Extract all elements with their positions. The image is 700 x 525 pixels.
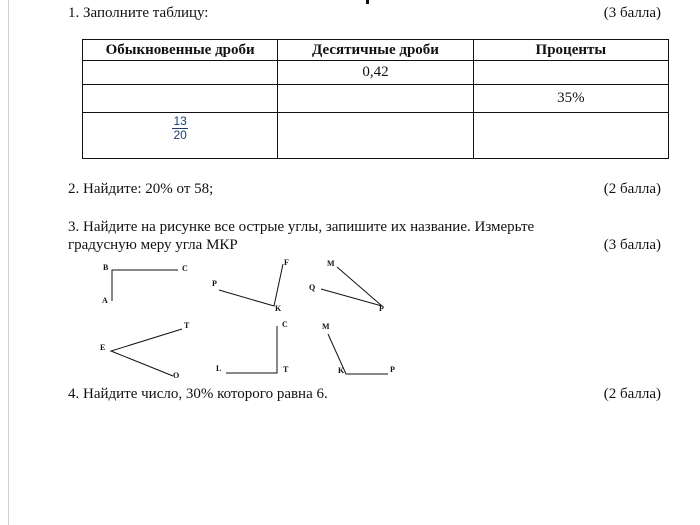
task3-text-line2: градусную меру угла МКР: [68, 237, 238, 253]
task4-points: (2 балла): [603, 386, 661, 402]
table-cell: [473, 113, 668, 159]
point-label-t: T: [184, 321, 190, 330]
point-label-c: C: [182, 264, 188, 273]
cropped-heading-fragment: [366, 0, 369, 4]
table-cell-fraction: [83, 113, 278, 159]
task4-text: 4. Найдите число, 30% которого равна 6.: [68, 386, 328, 402]
task1-points: (3 балла): [603, 5, 661, 21]
fraction-13-20: [172, 115, 187, 142]
fraction-denominator: 20: [173, 128, 187, 142]
point-label-b: B: [103, 263, 109, 272]
table-header-common-fractions: Обыкновенные дроби: [83, 40, 278, 61]
angle-teo-lines: [111, 329, 182, 376]
fraction-table: [82, 39, 669, 159]
point-label-o: O: [173, 371, 180, 380]
point-label-p2: P: [379, 304, 384, 313]
table-cell: 35%: [473, 85, 668, 113]
table-row: [83, 113, 669, 159]
task2-points: (2 балла): [603, 181, 661, 197]
angle-fkp-lines: [219, 264, 283, 306]
point-label-m2: M: [322, 322, 330, 331]
point-label-t2: T: [283, 365, 289, 374]
table-cell: [278, 85, 473, 113]
task2-text: 2. Найдите: 20% от 58;: [68, 181, 214, 197]
point-label-k: K: [275, 304, 282, 313]
table-cell: [278, 113, 473, 159]
task3-text-line1: 3. Найдите на рисунке все острые углы, запишите их название. Измерьте: [68, 219, 535, 235]
point-label-c2: C: [282, 320, 288, 329]
page-left-border: [8, 0, 9, 525]
point-label-m: M: [327, 259, 335, 268]
table-header-decimal-fractions: Десятичные дроби: [278, 40, 473, 61]
table-row: [83, 61, 669, 85]
fraction-numerator: 13: [173, 114, 187, 128]
point-label-e: E: [100, 343, 106, 352]
point-label-f: F: [284, 258, 289, 267]
table-cell: [473, 61, 668, 85]
table-cell: [83, 85, 278, 113]
table-cell: [83, 61, 278, 85]
point-label-l: L: [216, 364, 222, 373]
table-header-percents: Проценты: [473, 40, 668, 61]
point-label-p3: P: [390, 365, 395, 374]
angle-mpq-lines: [321, 267, 382, 306]
point-label-a: A: [102, 296, 108, 305]
table-header-row: [83, 40, 669, 61]
table-cell: 0,42: [278, 61, 473, 85]
angle-bac-lines: [112, 270, 178, 301]
point-label-k2: K: [338, 366, 345, 375]
point-label-q: Q: [309, 283, 316, 292]
point-label-p: P: [212, 279, 217, 288]
task3-points: (3 балла): [603, 237, 661, 253]
angle-mkp-lines: [328, 334, 388, 374]
angle-ctl-lines: [226, 326, 277, 373]
angles-figure: [95, 256, 415, 382]
task1-text: 1. Заполните таблицу:: [68, 5, 209, 21]
table-row: [83, 85, 669, 113]
